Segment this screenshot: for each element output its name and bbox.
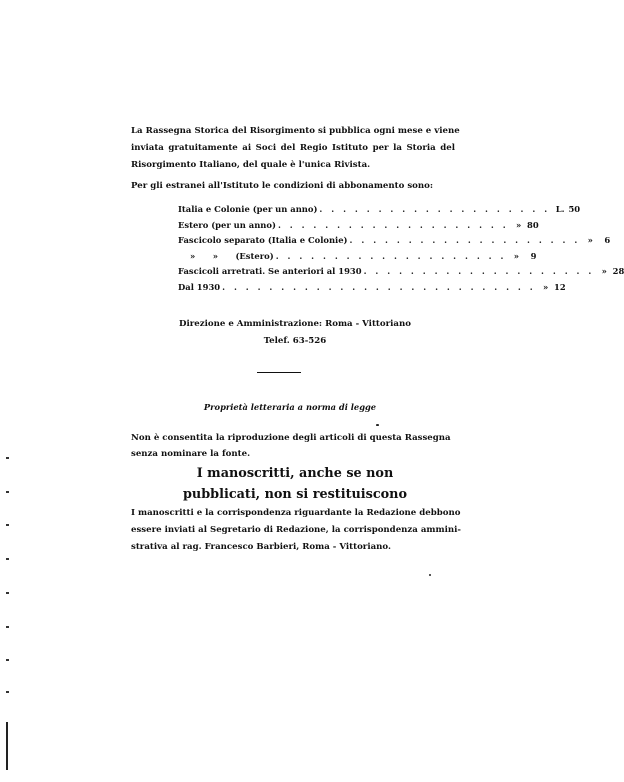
subscription-heading: Per gli estranei all'Istituto le condizioni di abbonamento sono: — [131, 181, 434, 191]
price-currency: » — [543, 281, 549, 292]
copyright-notice: Proprietà letteraria a norma di legge — [203, 402, 377, 412]
scan-mark — [6, 626, 9, 628]
price-row — [178, 266, 624, 282]
price-value: 28 — [612, 266, 624, 277]
reproduction-notice — [131, 430, 455, 462]
price-label: Italia e Colonie (per un anno) — [178, 204, 318, 214]
direction-line: Direzione e Amministrazione: Roma - Vittoriano — [179, 319, 411, 329]
manuscripts-heading — [150, 463, 440, 505]
reproduction-line: Non è consentita la riproduzione degli articoli di questa Rassegna — [131, 433, 451, 443]
price-label: Dal 1930 — [178, 281, 221, 292]
correspondence-line: essere inviati al Segretario di Redazione, la corrispondenza ammini- — [131, 525, 461, 535]
price-label: » » (Estero) — [190, 250, 274, 261]
reproduction-line: senza nominare la fonte. — [131, 449, 251, 459]
dot-leader: . . . . . . . . . . . . . . . . . . . . — [349, 235, 581, 246]
price-currency: » — [513, 250, 520, 261]
manuscripts-heading-line: pubblicati, non si restituiscono — [182, 487, 408, 502]
price-value: 12 — [554, 281, 566, 292]
price-row — [178, 219, 539, 236]
correspondence-line: I manoscritti e la corrispondenza riguardante la Redazione debbono — [131, 508, 461, 518]
price-currency: » — [601, 266, 607, 277]
price-currency: » — [516, 219, 522, 230]
dot-leader: . . . . . . . . . . . . . . . . . . . . — [363, 266, 595, 277]
price-value: 50 — [568, 204, 581, 214]
scan-edge-bar — [6, 722, 8, 770]
telephone-line: Telef. 63-526 — [263, 336, 327, 346]
scan-mark — [6, 457, 9, 459]
correspondence-line: strativa al rag. Francesco Barbieri, Roma - Vittoriano. — [131, 542, 391, 552]
separator-rule — [257, 372, 301, 373]
scan-mark — [6, 524, 9, 526]
direction-address — [150, 316, 440, 350]
price-row — [178, 250, 537, 267]
price-currency: L. — [555, 204, 565, 214]
price-label: Estero (per un anno) — [178, 219, 276, 230]
price-value: 80 — [527, 219, 539, 230]
manuscripts-heading-line: I manoscritti, anche se non — [196, 466, 394, 481]
price-row — [178, 204, 581, 220]
price-label: Fascicolo separato (Italia e Colonie) — [178, 235, 348, 246]
scan-mark — [6, 491, 9, 493]
dot-leader: . . . . . . . . . . . . . . . . . . . . — [277, 219, 509, 230]
intro-line: inviata gratuitamente ai Soci del Regio Istituto per la Storia del — [131, 143, 455, 153]
price-row — [178, 281, 566, 298]
price-label: Fascicoli arretrati. Se anteriori al 1930 — [178, 266, 362, 277]
price-currency: » — [587, 235, 593, 246]
intro-line: Risorgimento Italiano, del quale è l'unica Rivista. — [131, 160, 371, 170]
scan-mark — [6, 691, 9, 693]
dot-leader: . . . . . . . . . . . . . . . . . . . . — [319, 204, 551, 214]
price-row — [178, 235, 611, 251]
scan-speck — [376, 424, 379, 426]
price-value: 9 — [530, 250, 537, 261]
intro-paragraph — [131, 123, 460, 174]
scan-mark — [6, 592, 9, 594]
intro-line: La Rassegna Storica del Risorgimento si pubblica ogni mese e viene — [131, 126, 460, 136]
scan-mark — [6, 659, 9, 661]
price-value: 6 — [604, 235, 611, 246]
scan-mark — [6, 558, 9, 560]
dot-leader: . . . . . . . . . . . . . . . . . . . . — [275, 250, 507, 261]
subscription-price-table — [178, 204, 624, 298]
correspondence-paragraph — [131, 505, 461, 556]
scan-speck — [429, 574, 431, 576]
dot-leader: . . . . . . . . . . . . . . . . . . . . . . . . . . . — [222, 281, 536, 292]
